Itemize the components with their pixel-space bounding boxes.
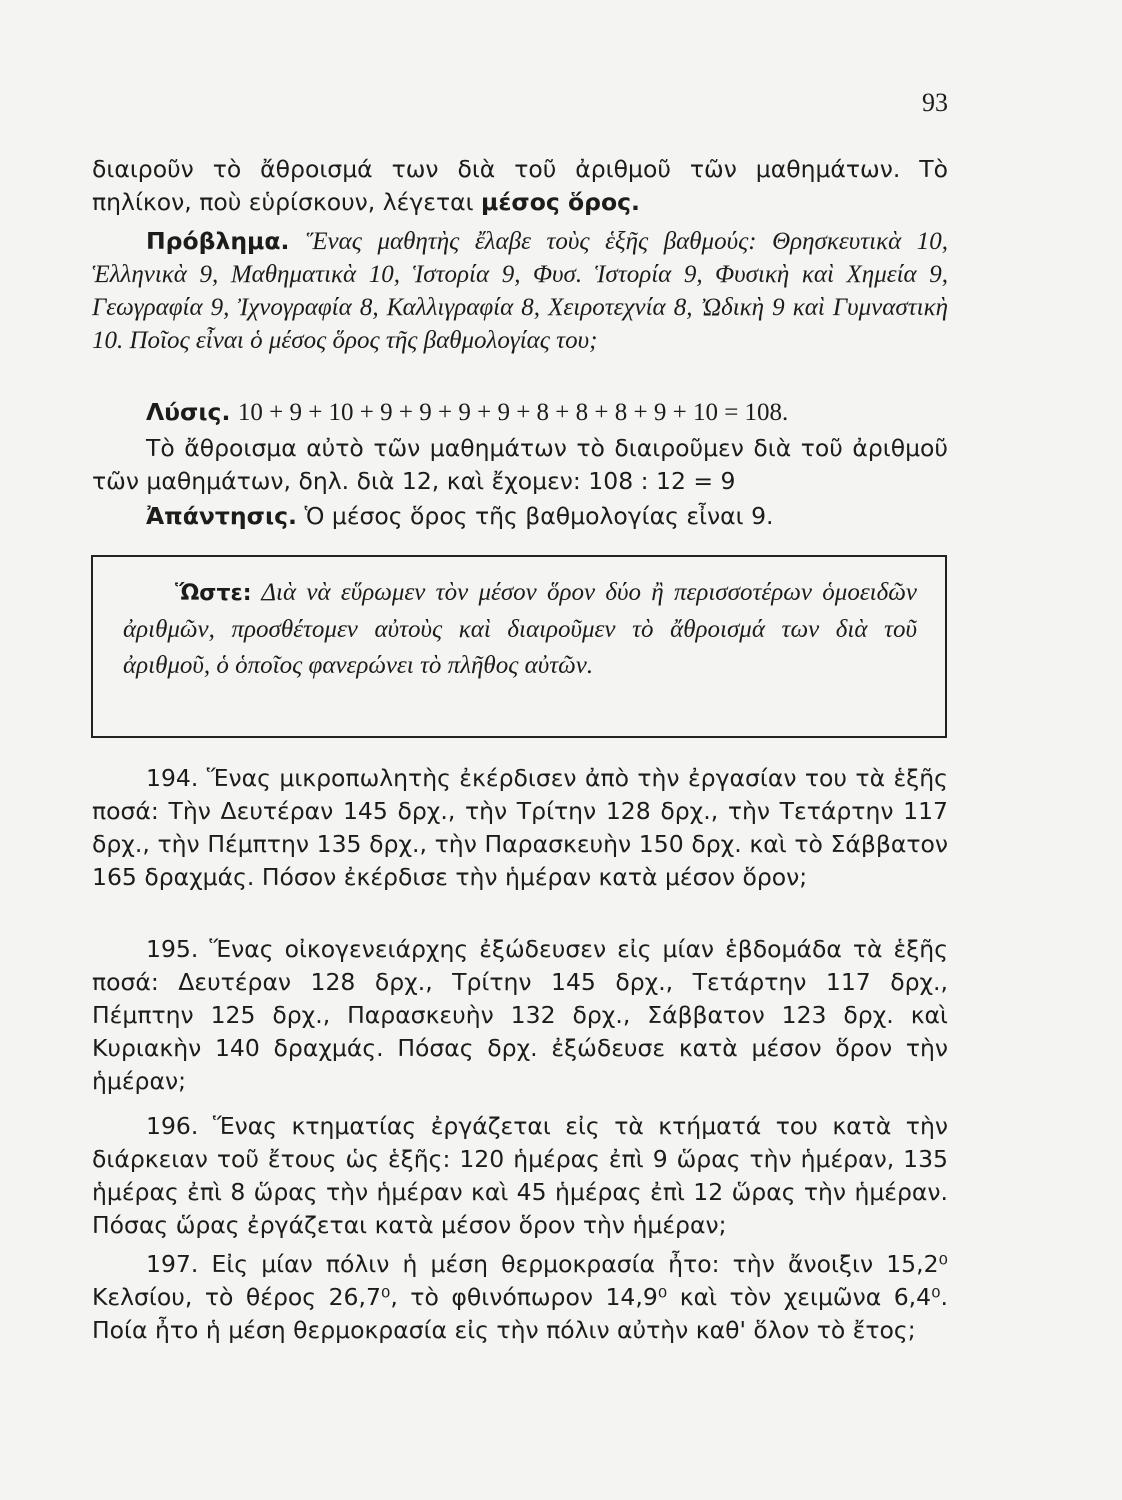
answer-paragraph — [92, 500, 948, 533]
exercise-text: Ἕνας μικροπωλητὴς ἐκέρδισεν ἀπὸ τὴν ἐργασίαν του τὰ ἑξῆς ποσά: Τὴν Δευτέραν 145 δρχ., τὴν Τρίτην 128 δρχ., τὴν Τετάρτην 117 δρχ., τὴν Πέμπτην 135 δρχ., τὴν Παρασκευὴν 150 δρχ. καὶ τὸ Σάββατον 165 δραχμάς. Πόσον ἐκέρδισε τὴν ἡμέραν κατὰ μέσον ὅρον; — [92, 764, 948, 891]
rule-text: Διὰ νὰ εὕρωμεν τὸν μέσον ὅρον δύο ἢ περισσοτέρων ὁμοειδῶν ἀριθμῶν, προσθέτομεν αὐτοὺς καὶ διαιροῦμεν τὸ ἄθροισμά των διὰ τοῦ ἀριθμοῦ, ὁ ὁποῖος φανερώνει τὸ πλῆθος αὐτῶν. — [123, 579, 917, 679]
exercise-text: Ἕνας κτηματίας ἐργάζεται εἰς τὰ κτήματά του κατὰ τὴν διάρκειαν τοῦ ἔτους ὡς ἑξῆς: 120 ἡμέρας ἐπὶ 9 ὥρας τὴν ἡμέραν, 135 ἡμέρας ἐπὶ 8 ὥρας τὴν ἡμέραν καὶ 45 ἡμέρας ἐπὶ 12 ὥρας τὴν ἡμέραν. Πόσας ὥρας ἐργάζεται κατὰ μέσον ὅρον τὴν ἡμέραν; — [92, 1112, 948, 1239]
solution-paragraph: Τὸ ἄθροισμα αὐτὸ τῶν μαθημάτων τὸ διαιροῦμεν διὰ τοῦ ἀριθμοῦ τῶν μαθημάτων, δηλ. διὰ 12, καὶ ἔχομεν: 108 : 12 = 9 — [92, 434, 948, 495]
exercise-number: 195. — [146, 935, 199, 963]
intro-paragraph — [92, 153, 948, 219]
exercise-number: 197. — [146, 1250, 199, 1278]
intro-text: διαιροῦν τὸ ἄθροισμά των διὰ τοῦ ἀριθμοῦ τῶν μαθημάτων. Τὸ πηλίκον, ποὺ εὑρίσκουν, λέγεται — [92, 155, 948, 216]
problem-label: Πρόβλημα. — [146, 227, 290, 255]
exercise-196 — [92, 1110, 948, 1242]
exercise-number: 194. — [146, 764, 199, 792]
problem-text: Ἕνας μαθητὴς ἔλαβε τοὺς ἑξῆς βαθμούς: Θρησκευτικὰ 10, Ἑλληνικὰ 9, Μαθηματικὰ 10, Ἱστορία 9, Φυσ. Ἱστορία 9, Φυσικὴ καὶ Χημεία 9, Γεωγραφία 9, Ἰχνογραφία 8, Καλλιγραφία 8, Χειροτεχνία 8, Ὠδικὴ 9 καὶ Γυμναστικὴ 10. Ποῖος εἶναι ὁ μέσος ὅρος τῆς βαθμολογίας του; — [92, 228, 948, 354]
rule-lead: Ὥστε: — [175, 581, 252, 606]
answer-label: Ἀπάντησις. — [146, 502, 297, 530]
exercise-text: Ἕνας οἰκογενειάρχης ἐξώδευσεν εἰς μίαν ἑβδομάδα τὰ ἑξῆς ποσά: Δευτέραν 128 δρχ., Τρίτην 145 δρχ., Τετάρτην 117 δρχ., Πέμπτην 125 δρχ., Παρασκευὴν 132 δρχ., Σάββατον 123 δρχ. καὶ Κυριακὴν 140 δραχμάς. Πόσας δρχ. ἐξώδευσε κατὰ μέσον ὅρον τὴν ἡμέραν; — [92, 935, 948, 1095]
rule-paragraph — [123, 575, 917, 684]
exercise-text: Εἰς μίαν πόλιν ἡ μέση θερμοκρασία ἦτο: τὴν ἄνοιξιν 15,2⁰ Κελσίου, τὸ θέρος 26,7⁰, τὸ φθινόπωρον 14,9⁰ καὶ τὸν χειμῶνα 6,4⁰. Ποία ἦτο ἡ μέση θερμοκρασία εἰς τὴν πόλιν αὐτὴν καθ' ὅλον τὸ ἔτος; — [92, 1250, 948, 1344]
rule-box — [91, 555, 947, 738]
solution-equation: 10 + 9 + 10 + 9 + 9 + 9 + 9 + 8 + 8 + 8 + 9 + 10 = 108. — [237, 399, 789, 426]
intro-term: μέσος ὅρος. — [481, 188, 640, 216]
exercise-number: 196. — [146, 1112, 199, 1140]
exercise-194 — [92, 762, 948, 894]
page-number: 93 — [922, 88, 948, 117]
exercise-195 — [92, 933, 948, 1098]
answer-text: Ὁ μέσος ὅρος τῆς βαθμολογίας εἶναι 9. — [304, 502, 774, 530]
solution-equation-line — [92, 396, 948, 429]
problem-paragraph — [92, 225, 948, 357]
exercise-197 — [92, 1248, 948, 1347]
solution-label: Λύσις. — [146, 398, 231, 426]
